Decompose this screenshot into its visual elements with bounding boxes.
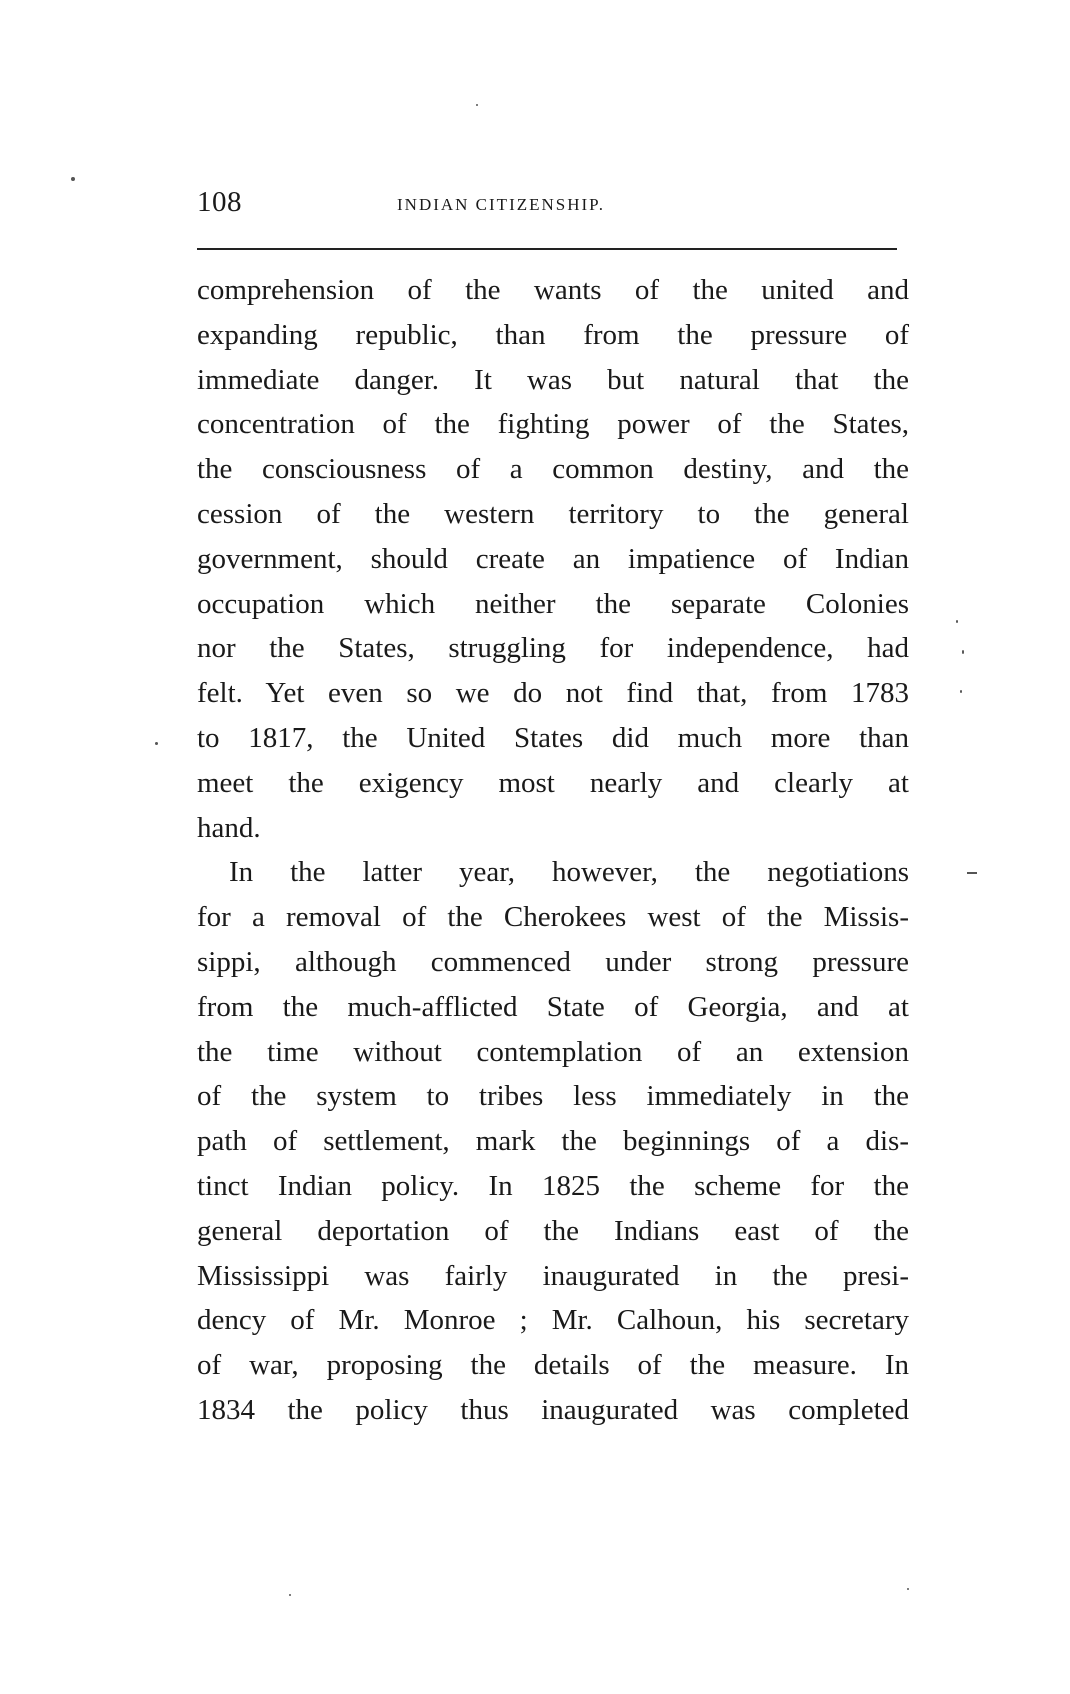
- text-line: general deportation of the Indians east of the: [197, 1214, 909, 1247]
- scan-speck: [907, 1588, 909, 1590]
- scan-speck: [956, 620, 958, 623]
- scan-speck: [71, 177, 75, 181]
- text-line: In the latter year, however, the negotiations: [229, 856, 909, 889]
- text-line: path of settlement, mark the beginnings of a dis-: [197, 1125, 909, 1158]
- scan-speck: [289, 1594, 291, 1596]
- scan-speck: [960, 690, 962, 693]
- text-line: 1834 the policy thus inaugurated was completed: [197, 1393, 909, 1426]
- text-line: of the system to tribes less immediately in the: [197, 1080, 909, 1113]
- text-line: the time without contemplation of an extension: [197, 1035, 909, 1068]
- text-line: Mississippi was fairly inaugurated in the presi-: [197, 1259, 909, 1292]
- text-line: hand.: [197, 811, 261, 844]
- text-line: to 1817, the United States did much more than: [197, 721, 909, 754]
- text-line: immediate danger. It was but natural that the: [197, 363, 909, 396]
- page-header: [197, 186, 897, 226]
- text-line: government, should create an impatience of Indian: [197, 542, 909, 575]
- text-line: the consciousness of a common destiny, and the: [197, 453, 909, 486]
- header-rule: [197, 248, 897, 250]
- text-line: sippi, although commenced under strong pressure: [197, 945, 909, 978]
- scan-speck: [967, 872, 977, 874]
- text-line: nor the States, struggling for independence, had: [197, 632, 909, 665]
- paragraph-1: [197, 268, 909, 850]
- body-text: [197, 268, 909, 1433]
- text-line: cession of the western territory to the general: [197, 497, 909, 530]
- text-line: tinct Indian policy. In 1825 the scheme for the: [197, 1169, 909, 1202]
- text-line: felt. Yet even so we do not find that, from 1783: [197, 677, 909, 710]
- page-number: 108: [197, 186, 242, 218]
- scan-speck: [155, 742, 158, 745]
- running-title: INDIAN CITIZENSHIP.: [397, 195, 605, 214]
- text-line: occupation which neither the separate Colonies: [197, 587, 909, 620]
- text-line: from the much-afflicted State of Georgia, and at: [197, 990, 909, 1023]
- scan-speck: [476, 104, 478, 106]
- scan-speck: [962, 650, 964, 654]
- text-line: expanding republic, than from the pressure of: [197, 318, 909, 351]
- text-line: for a removal of the Cherokees west of the Missis-: [197, 901, 909, 934]
- text-line: dency of Mr. Monroe ; Mr. Calhoun, his secretary: [197, 1304, 909, 1337]
- text-line: meet the exigency most nearly and clearly at: [197, 766, 909, 799]
- text-line: of war, proposing the details of the measure. In: [197, 1349, 909, 1382]
- text-line: concentration of the fighting power of the States,: [197, 408, 909, 441]
- text-line: comprehension of the wants of the united and: [197, 274, 909, 306]
- paragraph-2: [197, 850, 909, 1432]
